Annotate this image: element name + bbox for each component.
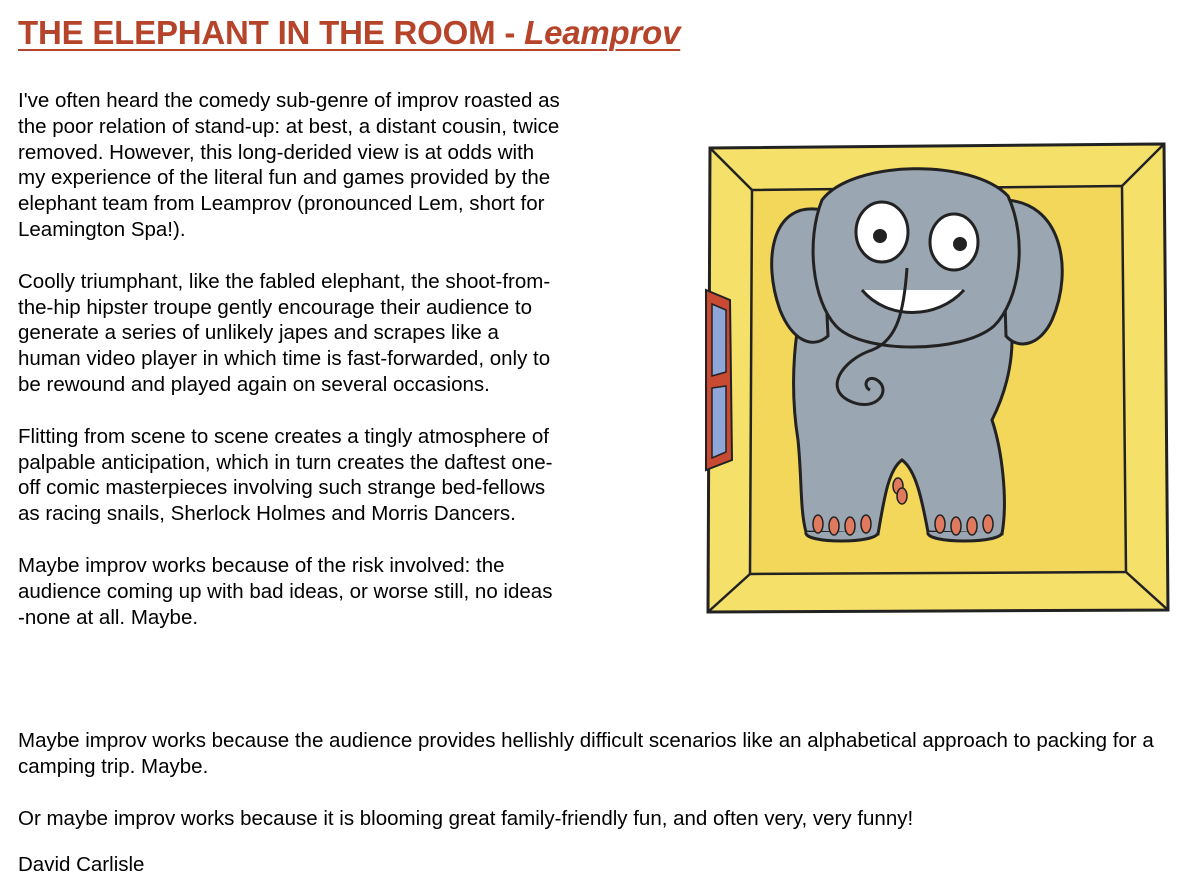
paragraph-2: Coolly triumphant, like the fabled elephant, the shoot-from-the-hip hipster troupe gently encourage their audience to generate a series of unlikely japes and scrapes like a human video player in which time is fast-forwarded, only to be rewound and played again on several occasions.: [18, 269, 551, 396]
paragraph-4: Maybe improv works because of the risk involved: the audience coming up with bad ideas, or worse still, no ideas -none at all. Maybe.: [18, 553, 553, 629]
article-title: [18, 14, 680, 52]
paragraph-6: Or maybe improv works because it is blooming great family-friendly fun, and often very, very funny!: [18, 807, 914, 830]
title-company: Leamprov: [524, 14, 681, 51]
title-main: THE ELEPHANT IN THE ROOM -: [18, 14, 525, 51]
paragraph-3: Flitting from scene to scene creates a tingly atmosphere of palpable anticipation, which in turn creates the daftest one-off comic masterpieces involving such strange bed-fellows as racing snails, Sherlock Holmes and Morris Dancers.: [18, 424, 553, 526]
left-column: [18, 88, 563, 656]
paragraph-5: Maybe improv works because the audience provides hellishly difficult scenarios like an alphabetical approach to packing for a camping trip. Maybe.: [18, 729, 1154, 778]
author-signature: David Carlisle: [18, 853, 145, 876]
elephant-illustration: [702, 140, 1170, 615]
elephant-in-box-icon: [702, 140, 1170, 615]
paragraph-1: I've often heard the comedy sub-genre of improv roasted as the poor relation of stand-up: at best, a distant cousin, twice removed. However, this long-derided view is at odds with my experience of the literal fun and games provided by the elephant team from Leamprov (pronounced Lem, short for Leamington Spa!).: [18, 89, 560, 241]
